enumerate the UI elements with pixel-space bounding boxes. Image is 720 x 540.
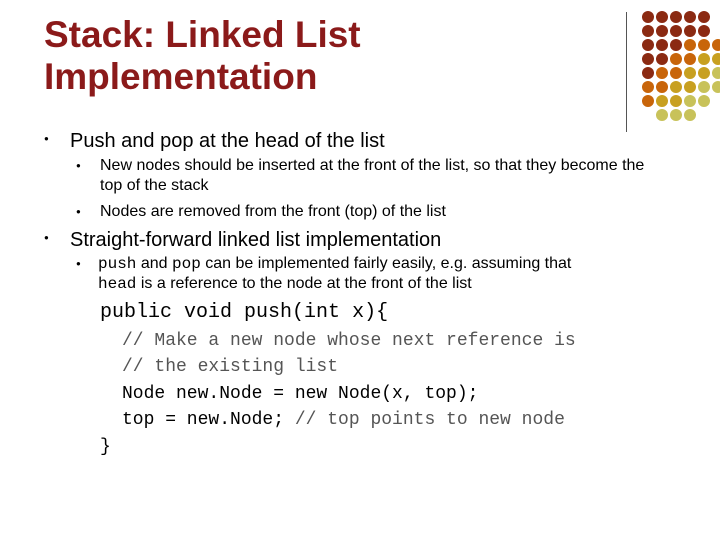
text-implemented: can be implemented fairly easily, e.g. assuming that	[200, 255, 572, 272]
code-comment-1: // Make a new node whose next reference is	[122, 331, 576, 351]
sub-bullet-removed-front: Nodes are removed from the front (top) of the list	[100, 203, 446, 220]
dot-row-5	[642, 67, 720, 79]
sub-bullet-new-nodes: New nodes should be inserted at the front of the list, so that they become the top of the stack	[100, 157, 645, 194]
dot-row-4	[642, 53, 720, 65]
sub-bullet-push-pop-implementation	[98, 254, 678, 294]
code-line-top-assign	[122, 407, 565, 433]
code-head: head	[98, 275, 137, 293]
dot-row-8	[656, 109, 696, 121]
code-closing-brace: }	[100, 437, 111, 457]
code-line-new-node: Node new.Node = new Node(x, top);	[122, 384, 479, 404]
bullet-marker: ●	[44, 233, 49, 242]
text-and: and	[136, 255, 172, 272]
code-comment-3: // top points to new node	[294, 410, 565, 430]
text-reference: is a reference to the node at the front of the list	[136, 275, 472, 292]
bullet-marker: ●	[76, 207, 81, 216]
code-keyword: public void	[100, 301, 233, 324]
code-push: push	[98, 255, 137, 273]
code-params: x){	[340, 301, 389, 324]
dot-row-2	[642, 25, 710, 37]
code-signature	[100, 301, 388, 325]
bullet-straight-forward: Straight-forward linked list implementation	[70, 229, 442, 251]
bullet-push-pop: Push and pop at the head of the list	[70, 130, 385, 152]
code-pop: pop	[172, 255, 201, 273]
bullet-marker: ●	[76, 161, 81, 170]
dot-row-1	[642, 11, 710, 23]
bullet-marker: ●	[76, 259, 81, 268]
decorative-dot-grid	[640, 9, 720, 129]
code-type: int	[304, 301, 341, 324]
dot-row-7	[642, 95, 710, 107]
dot-row-3	[642, 39, 720, 51]
code-method-name: push(	[232, 301, 305, 324]
dot-row-6	[642, 81, 720, 93]
slide-title: Stack: Linked List Implementation	[44, 14, 361, 97]
divider-line	[626, 12, 627, 132]
bullet-marker: ●	[44, 134, 49, 143]
code-top-assign: top = new.Node;	[122, 410, 295, 430]
code-comment-2: // the existing list	[122, 357, 339, 377]
